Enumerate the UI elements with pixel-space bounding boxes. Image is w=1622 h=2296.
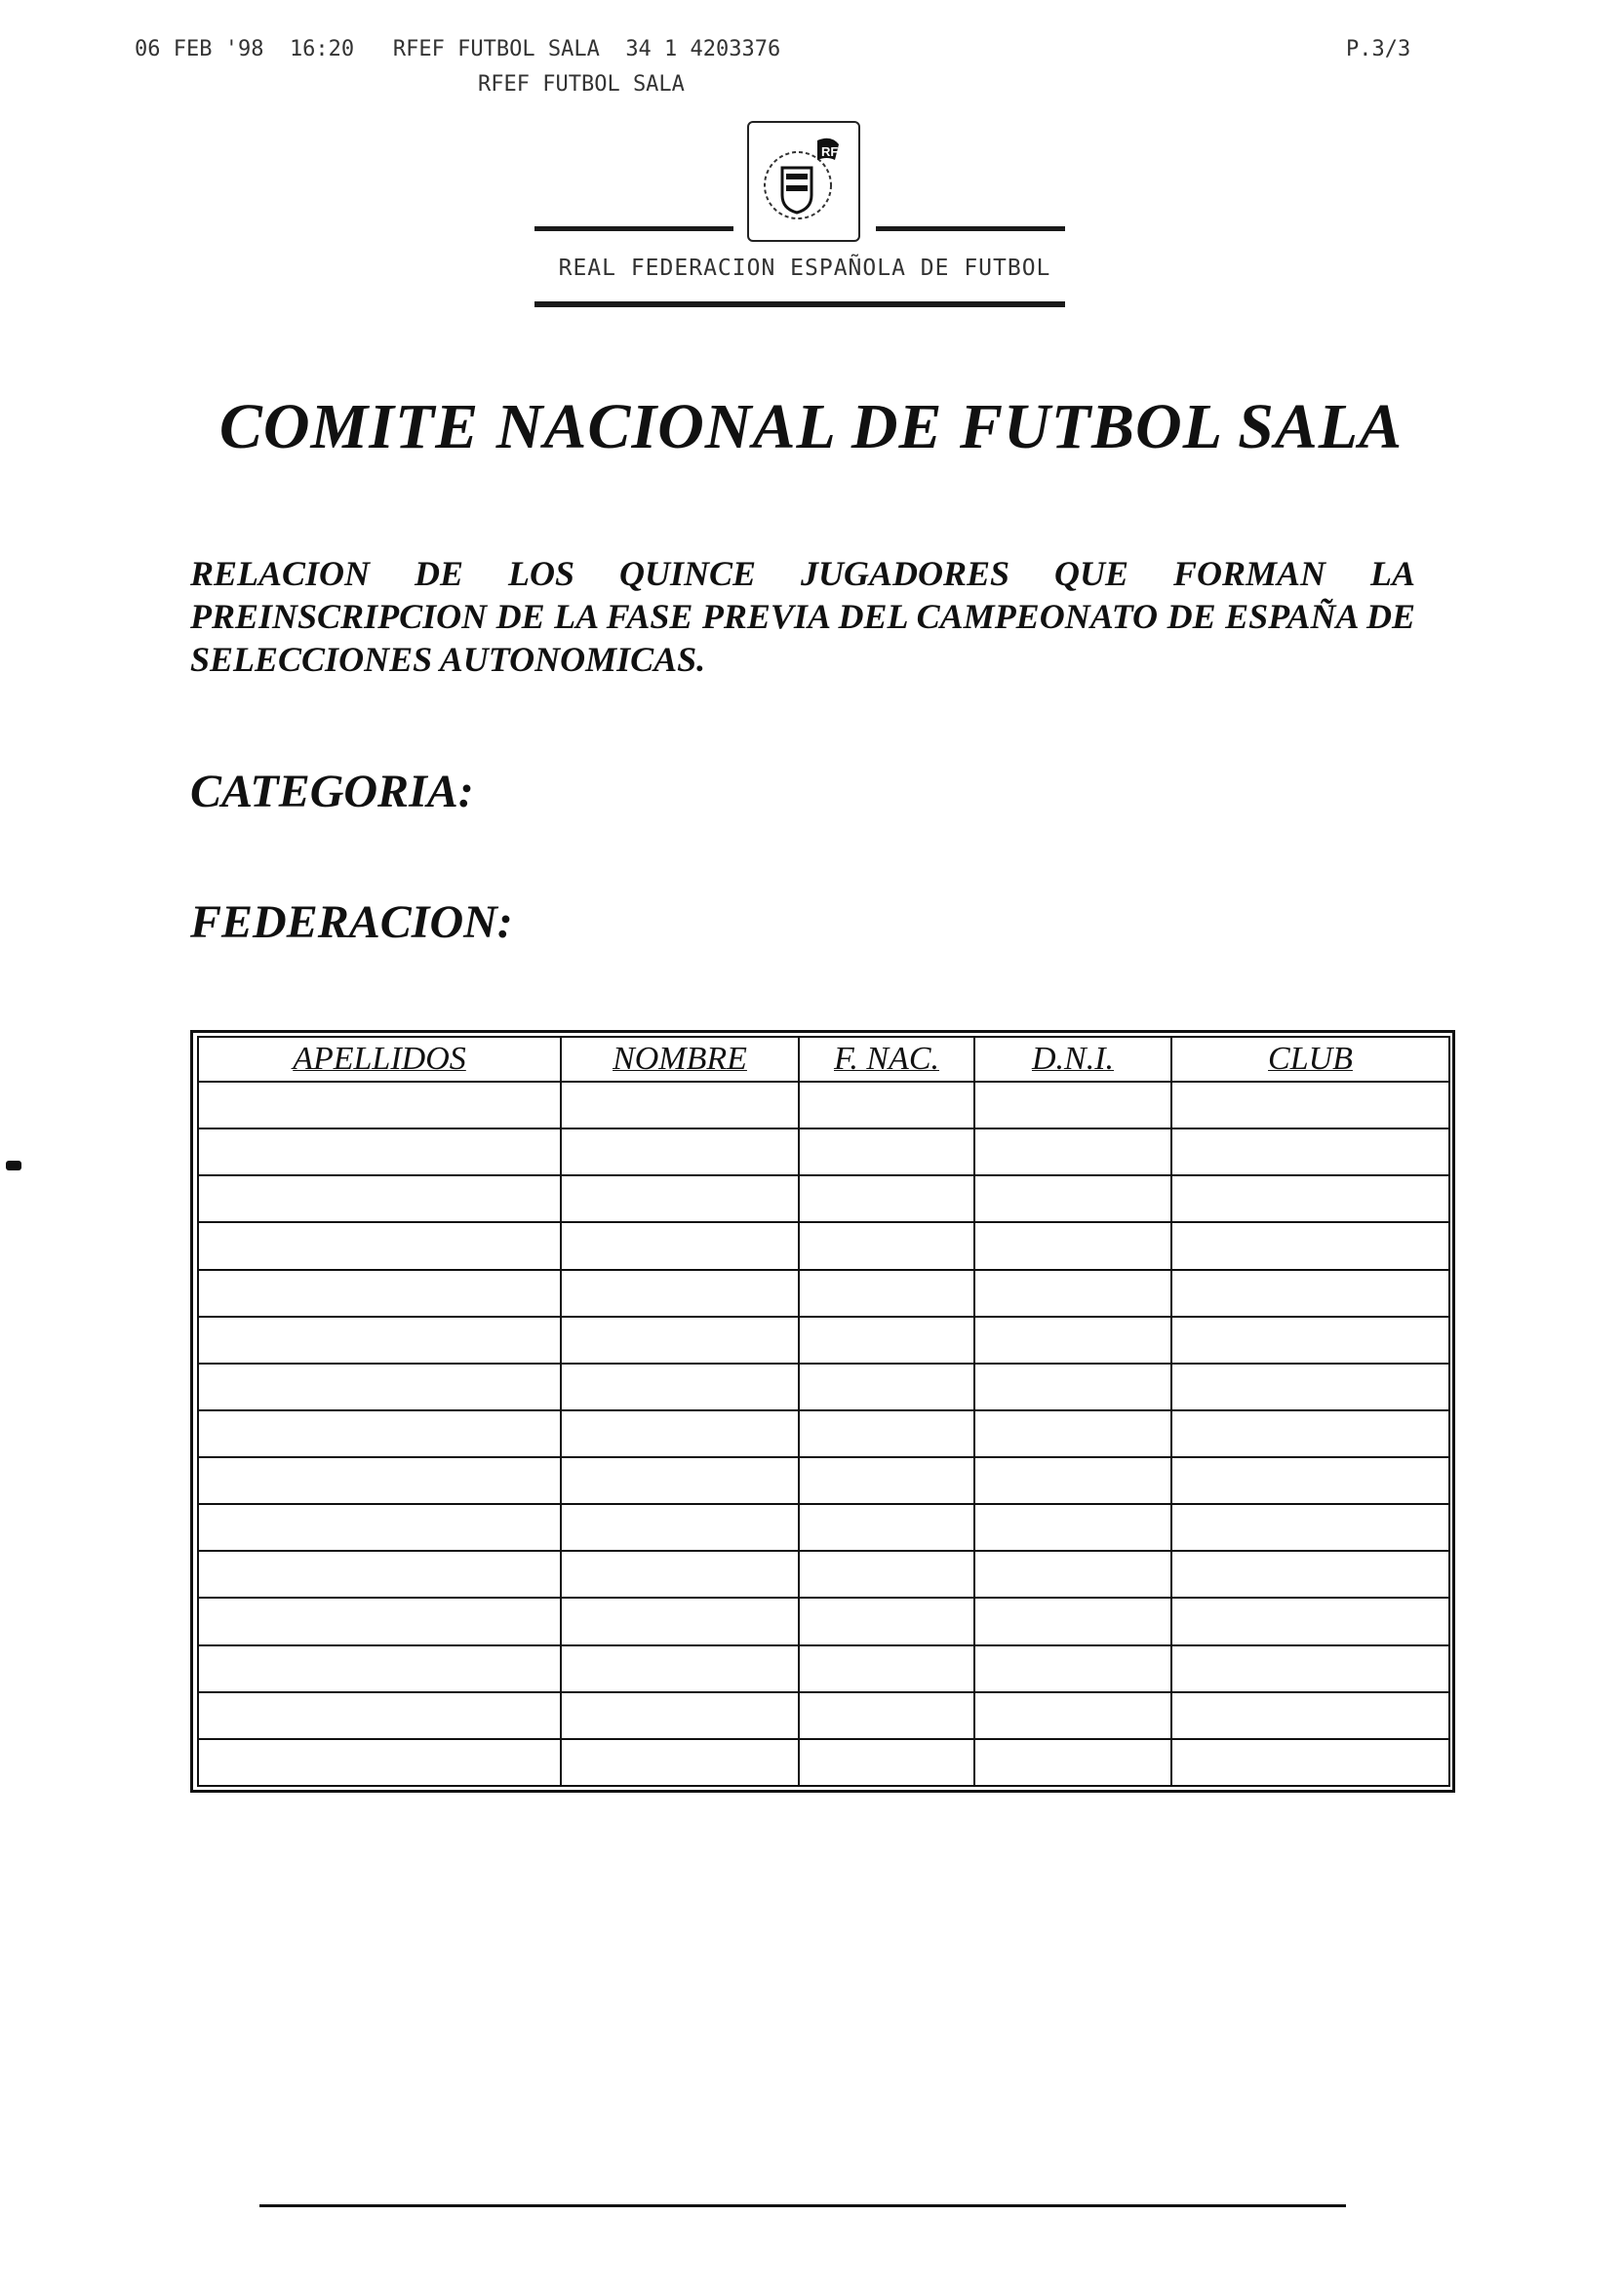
table-cell[interactable] <box>198 1504 561 1551</box>
table-cell[interactable] <box>1171 1317 1449 1364</box>
table-cell[interactable] <box>561 1410 799 1457</box>
table-row <box>198 1175 1449 1222</box>
table-row <box>198 1270 1449 1317</box>
table-cell[interactable] <box>1171 1598 1449 1644</box>
table-cell[interactable] <box>198 1692 561 1739</box>
players-table <box>190 1030 1455 1793</box>
table-cell[interactable] <box>799 1410 974 1457</box>
table-cell[interactable] <box>561 1504 799 1551</box>
column-header-fecha-nacimiento: F. NAC. <box>799 1037 974 1082</box>
table-cell[interactable] <box>1171 1551 1449 1598</box>
categoria-label: CATEGORIA: <box>190 766 474 817</box>
table-cell[interactable] <box>561 1364 799 1410</box>
table-cell[interactable] <box>974 1551 1171 1598</box>
table-cell[interactable] <box>1171 1175 1449 1222</box>
logo-monogram: RFEF <box>821 144 854 159</box>
table-cell[interactable] <box>1171 1128 1449 1175</box>
table-cell[interactable] <box>198 1551 561 1598</box>
table-cell[interactable] <box>799 1504 974 1551</box>
form-description: RELACION DE LOS QUINCE JUGADORES QUE FORMAN LA PREINSCRIPCION DE LA FASE PREVIA DEL CAMPEONATO DE ESPAÑA DE SELECCIONES AUTONOMICAS. <box>190 554 1415 679</box>
table-cell[interactable] <box>198 1364 561 1410</box>
table-cell[interactable] <box>561 1739 799 1786</box>
table-row <box>198 1222 1449 1269</box>
fax-header-sender: RFEF FUTBOL SALA <box>478 72 685 97</box>
table-cell[interactable] <box>561 1175 799 1222</box>
table-cell[interactable] <box>974 1598 1171 1644</box>
logo-underline <box>534 301 1065 307</box>
table-cell[interactable] <box>974 1175 1171 1222</box>
table-row <box>198 1645 1449 1692</box>
table-cell[interactable] <box>561 1222 799 1269</box>
logo-rule-left <box>534 226 733 231</box>
table-cell[interactable] <box>561 1457 799 1504</box>
table-cell[interactable] <box>198 1598 561 1644</box>
table-cell[interactable] <box>974 1222 1171 1269</box>
table-cell[interactable] <box>198 1082 561 1128</box>
table-cell[interactable] <box>974 1692 1171 1739</box>
table-cell[interactable] <box>974 1364 1171 1410</box>
table-cell[interactable] <box>198 1739 561 1786</box>
federacion-label: FEDERACION: <box>190 896 513 948</box>
table-cell[interactable] <box>799 1317 974 1364</box>
table-header-row <box>198 1037 1449 1082</box>
table-cell[interactable] <box>198 1410 561 1457</box>
table-cell[interactable] <box>1171 1364 1449 1410</box>
table-cell[interactable] <box>974 1410 1171 1457</box>
column-header-apellidos: APELLIDOS <box>198 1037 561 1082</box>
punch-mark <box>6 1161 21 1170</box>
table-cell[interactable] <box>198 1222 561 1269</box>
table-cell[interactable] <box>974 1082 1171 1128</box>
table-cell[interactable] <box>799 1645 974 1692</box>
table-row <box>198 1410 1449 1457</box>
table-cell[interactable] <box>198 1270 561 1317</box>
table-cell[interactable] <box>799 1739 974 1786</box>
table-cell[interactable] <box>799 1175 974 1222</box>
table-body <box>198 1082 1449 1786</box>
table-cell[interactable] <box>1171 1645 1449 1692</box>
rfef-logo <box>747 121 860 242</box>
table-cell[interactable] <box>799 1457 974 1504</box>
table-row <box>198 1317 1449 1364</box>
page-title: COMITE NACIONAL DE FUTBOL SALA <box>218 391 1404 462</box>
crest-icon <box>749 123 858 240</box>
table-cell[interactable] <box>974 1457 1171 1504</box>
table-cell[interactable] <box>1171 1410 1449 1457</box>
table-cell[interactable] <box>799 1598 974 1644</box>
table-cell[interactable] <box>1171 1457 1449 1504</box>
table-row <box>198 1082 1449 1128</box>
table-cell[interactable] <box>1171 1692 1449 1739</box>
table-cell[interactable] <box>561 1645 799 1692</box>
column-header-club: CLUB <box>1171 1037 1449 1082</box>
table-cell[interactable] <box>198 1317 561 1364</box>
table-row <box>198 1739 1449 1786</box>
table-cell[interactable] <box>799 1082 974 1128</box>
table-cell[interactable] <box>198 1645 561 1692</box>
table-cell[interactable] <box>561 1598 799 1644</box>
table-cell[interactable] <box>799 1270 974 1317</box>
column-header-nombre: NOMBRE <box>561 1037 799 1082</box>
table-cell[interactable] <box>974 1645 1171 1692</box>
table-cell[interactable] <box>799 1222 974 1269</box>
table-row <box>198 1457 1449 1504</box>
table-cell[interactable] <box>799 1551 974 1598</box>
table-cell[interactable] <box>1171 1270 1449 1317</box>
table-row <box>198 1364 1449 1410</box>
table-cell[interactable] <box>799 1692 974 1739</box>
federation-name: REAL FEDERACION ESPAÑOLA DE FUTBOL <box>558 256 1051 281</box>
table-row <box>198 1551 1449 1598</box>
table-cell[interactable] <box>799 1128 974 1175</box>
table-cell[interactable] <box>561 1270 799 1317</box>
table-row <box>198 1504 1449 1551</box>
table-cell[interactable] <box>198 1457 561 1504</box>
table-cell[interactable] <box>561 1551 799 1598</box>
fax-header-line: 06 FEB '98 16:20 RFEF FUTBOL SALA 34 1 4203376 <box>135 37 781 61</box>
table-cell[interactable] <box>799 1364 974 1410</box>
table-cell[interactable] <box>198 1175 561 1222</box>
table-cell[interactable] <box>561 1692 799 1739</box>
table-cell[interactable] <box>1171 1222 1449 1269</box>
table-row <box>198 1692 1449 1739</box>
table-row <box>198 1598 1449 1644</box>
table-cell[interactable] <box>561 1317 799 1364</box>
fax-page-number: P.3/3 <box>1346 37 1411 61</box>
table-cell[interactable] <box>561 1082 799 1128</box>
table-cell[interactable] <box>974 1504 1171 1551</box>
table-cell[interactable] <box>974 1128 1171 1175</box>
table-cell[interactable] <box>974 1739 1171 1786</box>
table-cell[interactable] <box>1171 1082 1449 1128</box>
table-cell[interactable] <box>561 1128 799 1175</box>
column-header-dni: D.N.I. <box>974 1037 1171 1082</box>
table-row <box>198 1128 1449 1175</box>
table-cell[interactable] <box>974 1317 1171 1364</box>
footer-rule <box>259 2204 1346 2207</box>
table-cell[interactable] <box>198 1128 561 1175</box>
table-cell[interactable] <box>1171 1739 1449 1786</box>
table-cell[interactable] <box>974 1270 1171 1317</box>
table-cell[interactable] <box>1171 1504 1449 1551</box>
logo-rule-right <box>876 226 1065 231</box>
